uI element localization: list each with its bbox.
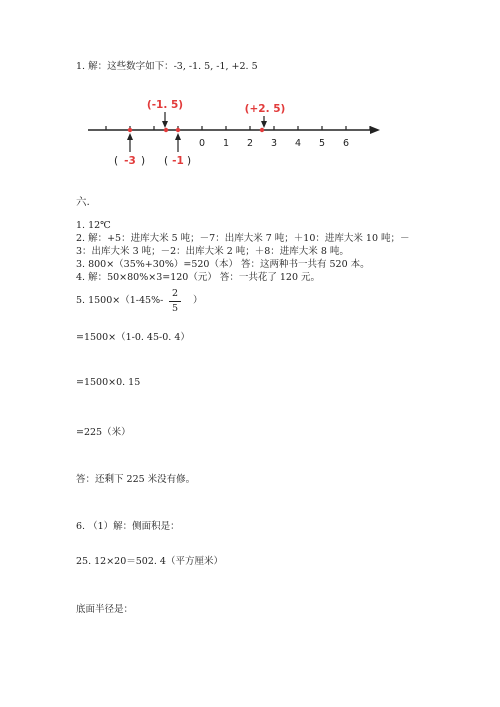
marked-point (164, 128, 168, 132)
paren-close-neg-1: ) (187, 155, 192, 167)
tick-label-3: 3 (270, 138, 278, 149)
answer-line-7: =1500×（1-0. 45-0. 4） (76, 332, 190, 343)
section-title: 六. (76, 196, 90, 208)
fraction-bar (169, 301, 181, 302)
answer-line-10: 答：还剩下 225 米没有修。 (76, 474, 196, 485)
answer-line-4: 3. 800×（35%+30%）=520（本） 答：这两种书一共有 520 本。 (76, 259, 370, 270)
tick-label-4: 4 (294, 138, 302, 149)
arrow-neg-1-head (175, 133, 181, 140)
marked-point (260, 128, 264, 132)
annotation-neg-1-5: (-1. 5) (146, 99, 184, 111)
answer-line-9: =225（米） (76, 427, 131, 438)
annotation-pos-2-5: (+2. 5) (244, 103, 286, 115)
fraction-denominator: 5 (171, 303, 179, 314)
marked-point (176, 128, 180, 132)
paren-close-neg-3: ) (141, 155, 146, 167)
marked-point (128, 128, 132, 132)
annotation-neg-1: -1 (172, 155, 184, 167)
answer-line-1: 1. 12℃ (76, 220, 111, 231)
answer-line-6-suffix: ） (193, 295, 203, 306)
answer-line-5: 4. 解：50×80%×3=120（元） 答：一共花了 120 元。 (76, 272, 321, 283)
tick-label-2: 2 (246, 138, 254, 149)
tick-label-6: 6 (342, 138, 350, 149)
answer-line-13: 底面半径是： (76, 604, 134, 615)
answer-line-6-prefix: 5. 1500×（1-45%- (76, 295, 164, 306)
arrow-pos-2-5-head (261, 121, 267, 128)
answer-line-8: =1500×0. 15 (76, 377, 141, 388)
arrow-neg-1-5-head (162, 121, 168, 128)
tick-label-1: 1 (222, 138, 230, 149)
number-line-arrowhead (370, 126, 380, 134)
arrow-neg-3-head (127, 133, 133, 140)
question-1-line: 1. 解：这些数字如下：-3, -1. 5, -1, +2. 5 (76, 61, 258, 72)
answer-line-11: 6. （1）解：侧面积是： (76, 521, 180, 532)
number-line (80, 92, 390, 174)
paren-open-neg-1: ( (164, 155, 169, 167)
number-line-tick-labels (199, 138, 349, 149)
paren-open-neg-3: ( (114, 155, 119, 167)
tick-label-5: 5 (318, 138, 326, 149)
tick-label-0: 0 (198, 138, 206, 149)
annotation-neg-3: -3 (124, 155, 136, 167)
fraction-numerator: 2 (171, 288, 179, 299)
answer-line-12: 25. 12×20＝502. 4（平方厘米） (76, 556, 223, 567)
answer-line-2: 2. 解：+5：进库大米 5 吨；－7：出库大米 7 吨；＋10：进库大米 10 吨；－ (76, 233, 410, 244)
answer-line-3: 3：出库大米 3 吨；－2：出库大米 2 吨；＋8：进库大米 8 吨。 (76, 246, 349, 257)
